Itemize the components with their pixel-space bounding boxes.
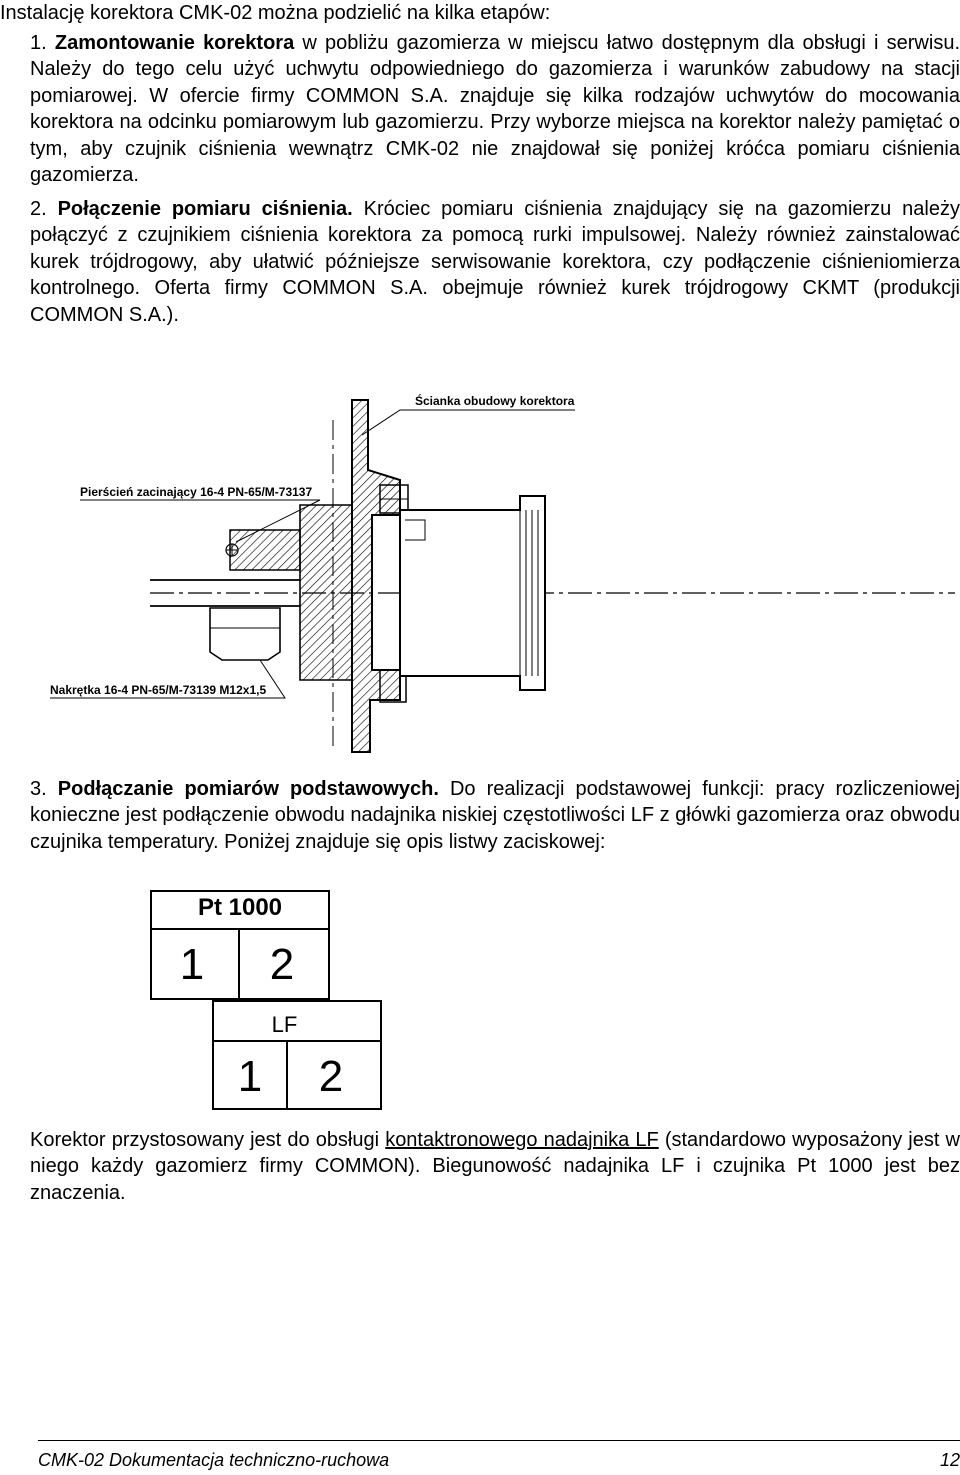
section-1 [30, 30, 960, 188]
sensor-body [400, 496, 545, 690]
section-3-number: 3. [30, 778, 47, 800]
footer-title: CMK-02 Dokumentacja techniczno-ruchowa [38, 1450, 390, 1470]
section-1-number: 1. [30, 32, 47, 54]
section-2 [30, 196, 960, 328]
nut [210, 608, 280, 660]
section-1-body: w pobliżu gazomierza w miejscu łatwo dostępnym dla obsługi i serwisu. Należy do tego celu użyć uchwytu odpowiedniego do gazomierza i warunków zabudowy na stacji pomiarowej. W ofercie firmy COMMON S.A. znajduje się kilka rodzajów uchwytów do mocowania korektora na odcinku pomiarowym lub gazomierzu. Przy wyborze miejsca na korektor należy pamiętać o tym, aby czujnik ciśnienia wewnątrz CMK-02 nie znajdował się poniżej króćca pomiaru ciśnienia gazomierza. [30, 32, 960, 187]
section-1-heading: Zamontowanie korektora [54, 32, 295, 54]
housing-wall [352, 400, 400, 752]
section-3-heading: Podłączanie pomiarów podstawowych. [57, 778, 439, 800]
label-nut: Nakrętka 16-4 PN-65/M-73139 M12x1,5 [50, 683, 267, 697]
pt1000-pin-1: 1 [179, 940, 205, 989]
terminal-strip-diagram [150, 890, 390, 1110]
section-2-heading: Połączenie pomiaru ciśnienia. [57, 198, 353, 220]
section-2-number: 2. [30, 198, 47, 220]
lf-label: LF [271, 1012, 298, 1037]
section-3 [30, 776, 960, 855]
footer-divider [38, 1440, 960, 1441]
section-3-body: Do realizacji podstawowej funkcji: pracy rozliczeniowej konieczne jest podłączenie obwodu nadajnika niskiej częstotliwości LF z główki gazomierza oraz obwodu czujnika temperatury. Poniżej znajduje się opis listwy zaciskowej: [30, 778, 960, 853]
intro-text: Instalację korektora CMK-02 można podzielić na kilka etapów: [0, 2, 551, 24]
pt1000-label: Pt 1000 [197, 894, 283, 921]
note-link[interactable]: kontaktronowego nadajnika LF [385, 1129, 659, 1151]
lf-pin-2: 2 [318, 1052, 344, 1101]
pt1000-pin-2: 2 [269, 940, 295, 989]
section-2-body: Króciec pomiaru ciśnienia znajdujący się na gazomierzu należy połączyć z czujnikiem ciśnienia korektora za pomocą rurki impulsowej. Należy również zainstalować kurek trójdrogowy, aby ułatwić późniejsze serwisowanie korektora, czy podłączenie ciśnieniomierza kontrolnego. Oferta firmy COMMON S.A. obejmuje również kurek trójdrogowy CKMT (produkcji COMMON S.A.). [30, 198, 960, 326]
note-after: (standardowo wyposażony jest w niego każdy gazomierz firmy COMMON). Biegunowość nadajnika LF i czujnika Pt 1000 jest bez znaczenia. [30, 1129, 960, 1204]
page-number: 12 [939, 1450, 960, 1470]
label-ring: Pierścień zacinający 16-4 PN-65/M-73137 [80, 485, 313, 499]
label-wall: Ścianka obudowy korektora [415, 394, 575, 408]
fitting [300, 505, 352, 680]
note-paragraph [30, 1127, 960, 1206]
note-before: Korektor przystosowany jest do obsługi [30, 1129, 386, 1151]
lf-pin-1: 1 [237, 1052, 263, 1101]
pressure-connection-drawing [0, 380, 960, 760]
